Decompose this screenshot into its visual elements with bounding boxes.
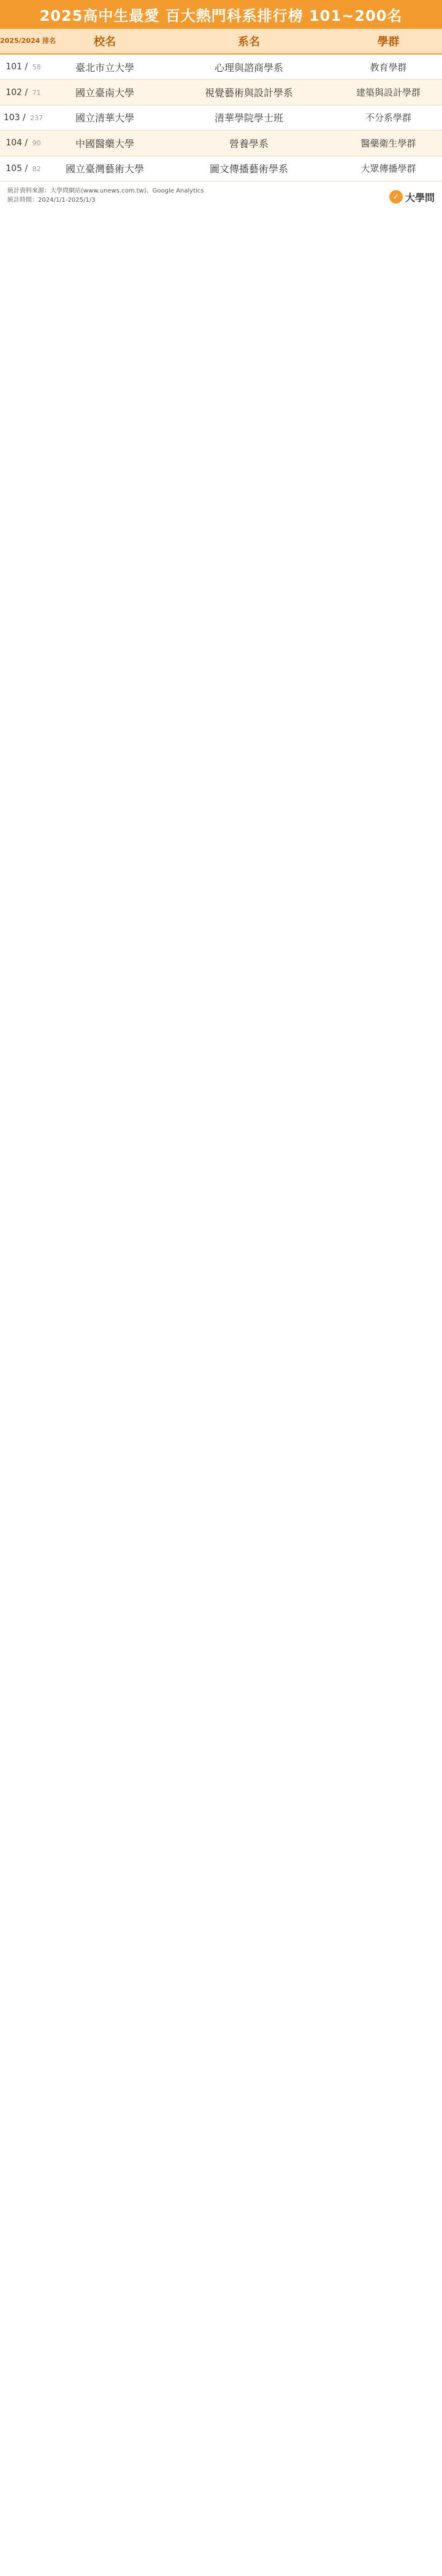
group-cell: 教育學群: [370, 61, 407, 73]
rank-current: 102: [6, 87, 23, 97]
group-cell: 建築與設計學群: [356, 87, 421, 99]
rank-previous: 82: [32, 164, 41, 173]
rank-previous: 71: [32, 88, 41, 97]
rank-previous: 237: [30, 113, 44, 122]
rank-cell: 103 / 237: [3, 112, 44, 123]
dept-cell: 心理與諮商學系: [214, 61, 283, 74]
logo-mark-icon: ✓: [389, 190, 403, 204]
school-cell: 國立臺南大學: [75, 87, 134, 99]
rank-previous: 58: [32, 63, 41, 72]
header-dept: 系名: [238, 36, 260, 48]
school-cell: 臺北市立大學: [75, 61, 134, 74]
rank-current: 103: [3, 112, 20, 123]
ranking-table: [0, 55, 442, 182]
rank-cell: 101 / 58: [6, 62, 41, 72]
rank-current: 105: [6, 163, 23, 174]
school-cell: 中國醫藥大學: [75, 137, 134, 150]
header-school: 校名: [94, 36, 116, 48]
table-row: [0, 55, 442, 80]
table-row: [0, 156, 442, 182]
page-title: 2025高中生最愛 百大熱門科系排行榜 101~200名: [0, 0, 442, 29]
rank-cell: 105 / 82: [6, 163, 41, 174]
school-cell: 國立臺灣藝術大學: [65, 163, 144, 175]
header-rank: 2025/2024 排名: [0, 37, 56, 45]
rank-current: 104: [6, 138, 23, 148]
group-cell: 不分系學群: [365, 112, 411, 124]
school-cell: 國立清華大學: [75, 112, 134, 124]
dept-cell: 清華學院學士班: [214, 112, 283, 124]
table-row: [0, 80, 442, 105]
table-row: [0, 131, 442, 156]
rank-previous: 90: [32, 139, 41, 148]
rank-current: 101: [6, 62, 23, 72]
footer-period: 統計時間：2024/1/1-2025/1/3: [7, 196, 96, 204]
table-header: [0, 29, 442, 55]
group-cell: 大眾傳播學群: [360, 163, 416, 175]
footer: [0, 182, 442, 216]
header-group: 學群: [377, 36, 400, 48]
brand-name: 大學問: [405, 191, 435, 204]
brand-logo: [389, 190, 435, 204]
group-cell: 醫藥衛生學群: [360, 137, 416, 149]
table-row: [0, 105, 442, 131]
dept-cell: 圖文傳播藝術學系: [209, 163, 288, 175]
ranking-page: [0, 0, 442, 216]
dept-cell: 營養學系: [229, 137, 269, 150]
dept-cell: 視覺藝術與設計學系: [204, 87, 293, 99]
rank-cell: 104 / 90: [6, 138, 41, 148]
footer-source: 統計資料來源：大學問網站(www.unews.com.tw)、Google Analytics: [7, 187, 204, 194]
rank-cell: 102 / 71: [6, 87, 41, 97]
